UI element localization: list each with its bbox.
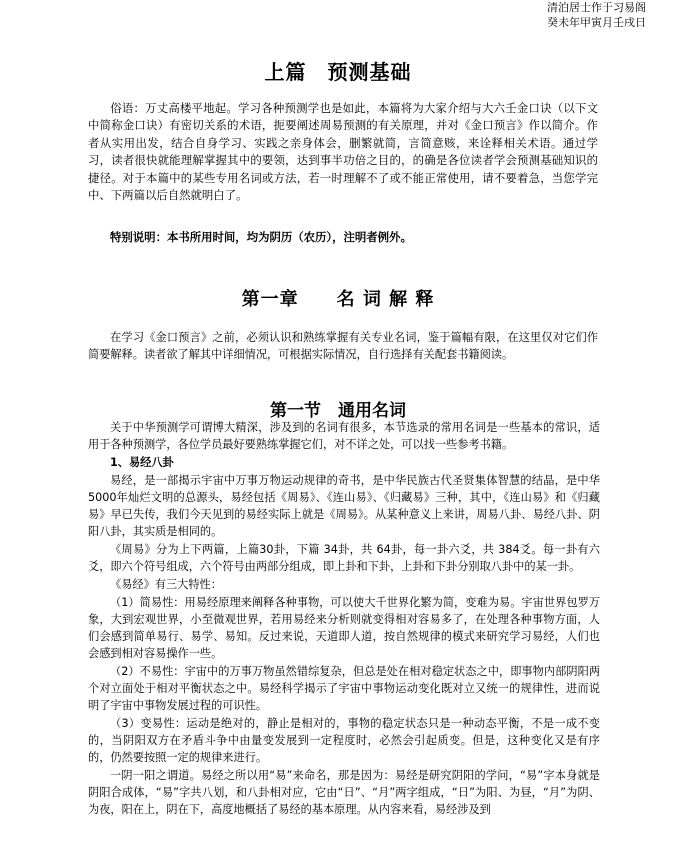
section-paragraph-3: 《周易》分为上下两篇，上篇30卦，下篇 34卦，共 64卦，每一卦六爻，共 384爻。每一卦有六爻，即六个符号组成，六个符号由两部分组成，即上卦和下卦，上卦和下卦分别取八卦中的某一卦。 (88, 543, 600, 573)
intro-paragraph (88, 100, 598, 204)
special-note (88, 229, 598, 246)
chapter-title: 第一章 名 词 解 释 (241, 289, 435, 310)
date-line: 癸未年甲寅月壬戌日 (547, 16, 646, 29)
section-paragraph-5: （1）简易性：用易经原理来阐释各种事物，可以使大千世界化繁为简，变难为易。宇宙世界包罗万象，大到宏观世界，小至微观世界，若用易经来分析则就变得相对容易多了，在处理各种事物方面，人们会感到简单易行、易学、易知。反过来说，天道即人道，按自然规律的模式来研究学习易经，人们也会感到相对容易操作一些。 (88, 596, 600, 660)
section-paragraph-7: （3）变易性：运动是绝对的，静止是相对的，事物的稳定状态只是一种动态平衡，不是一成不变的，当阴阳双方在矛盾斗争中由量变发展到一定程度时，必然会引起质变。但是，这种变化又是有序的，仍然要按照一定的规律来进行。 (88, 717, 600, 764)
special-note-text: 特别说明：本书所用时间，均为阴历（农历），注明者例外。 (110, 230, 412, 244)
section-paragraph-6: （2）不易性：宇宙中的万事万物虽然错综复杂，但总是处在相对稳定状态之中，即事物内部阴阳两个对立面处于相对平衡状态之中。易经科学揭示了宇宙中事物运动变化既对立又统一的规律性，进而说明了宇宙中事物发展过程的可识性。 (88, 665, 600, 712)
subheading-yijing-bagua: 1、易经八卦 (110, 456, 174, 469)
section-paragraph-2: 易经，是一部揭示宇宙中万事万物运动规律的奇书，是中华民族古代圣贤集体智慧的结晶，是中华5000年灿烂文明的总源头，易经包括《周易》、《连山易》、《归藏易》三种，其中，《连山易》和《归藏易》早已失传，我们今天见到的易经实际上就是《周易》。从某种意义上来讲，周易八卦、易经八卦、阴阳八卦，其实质是相同的。 (88, 474, 600, 538)
section-paragraph-4: 《易经》有三大特性： (110, 578, 222, 591)
section-title: 第一节 通用名词 (270, 401, 406, 421)
part-title: 上篇 预测基础 (264, 60, 412, 84)
section-body (88, 419, 600, 819)
page-header (547, 0, 646, 30)
chapter-intro (88, 329, 598, 363)
intro-text: 俗语：万丈高楼平地起。学习各种预测学也是如此，本篇将为大家介绍与大六壬金口诀（以下文中简称金口诀）有密切关系的术语，扼要阐述周易预测的有关原理，并对《金口预言》作以简介。作者从实用出发，结合自身学习、实践之亲身体会，删繁就简，言简意赅，来诠释相关术语。通过学习，读者很快就能理解掌握其中的要领，达到事半功倍之目的，的确是各位读者学会预测基础知识的捷径。对于本篇中的某些专用名词或方法，若一时理解不了或不能正常使用，请不要着急，当您学完中、下两篇以后自然就明白了。 (88, 101, 598, 203)
chapter-intro-text: 在学习《金口预言》之前，必须认识和熟练掌握有关专业名词，鉴于篇幅有限，在这里仅对它们作简要解释。读者欲了解其中详细情况，可根据实际情况，自行选择有关配套书籍阅读。 (88, 331, 598, 361)
author-line: 清泊居士作于习易阁 (547, 1, 646, 14)
section-paragraph-8: 一阴一阳之谓道。易经之所以用“易”来命名，那是因为：易经是研究阴阳的学问，“易”字本身就是阴阳合成体，“易”字共八划，和八卦相对应，它由“日”、“月”两字组成，“日”为阳、为昼，“月”为阴、为夜，阳在上，阴在下，高度地概括了易经的基本原理。从内容来看，易经涉及到 (88, 769, 600, 816)
section-paragraph-1: 关于中华预测学可谓博大精深，涉及到的名词有很多，本节选录的常用名词是一些基本的常识，适用于各种预测学，各位学员最好要熟练掌握它们，对不详之处，可以找一些参考书籍。 (88, 421, 600, 451)
